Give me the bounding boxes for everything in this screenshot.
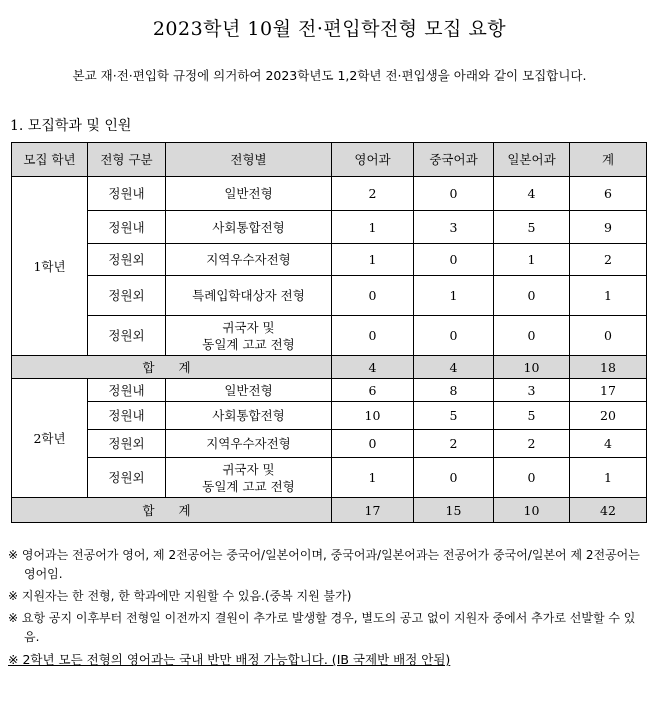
- type-cell: 정원외: [88, 316, 166, 356]
- track-cell: 사회통합전형: [166, 402, 332, 430]
- chinese-cell: 15: [414, 498, 494, 523]
- track-cell: 일반전형: [166, 379, 332, 402]
- total-cell: 1: [570, 276, 647, 316]
- type-cell: 정원내: [88, 379, 166, 402]
- japanese-cell: 4: [494, 177, 570, 211]
- total-cell: 1: [570, 458, 647, 498]
- english-cell: 10: [332, 402, 414, 430]
- type-cell: 정원외: [88, 244, 166, 276]
- japanese-cell: 3: [494, 379, 570, 402]
- japanese-cell: 1: [494, 244, 570, 276]
- type-cell: 정원내: [88, 211, 166, 244]
- japanese-cell: 5: [494, 211, 570, 244]
- note-item: ※ 2학년 모든 전형의 영어과는 국내 반만 배정 가능합니다. (IB 국제반 배정 안됨): [8, 652, 451, 667]
- chinese-cell: 1: [414, 276, 494, 316]
- chinese-cell: 2: [414, 430, 494, 458]
- japanese-cell: 5: [494, 402, 570, 430]
- english-cell: 6: [332, 379, 414, 402]
- english-cell: 2: [332, 177, 414, 211]
- english-cell: 0: [332, 276, 414, 316]
- table-row: [12, 430, 647, 458]
- sum-label: 합 계: [12, 498, 332, 523]
- track-line: 귀국자 및: [222, 461, 275, 477]
- track-cell: [166, 316, 332, 356]
- total-cell: 0: [570, 316, 647, 356]
- header-cell: 중국어과: [414, 143, 494, 177]
- total-cell: 6: [570, 177, 647, 211]
- chinese-cell: 3: [414, 211, 494, 244]
- note-item: ※ 영어과는 전공어가 영어, 제 2전공어는 중국어/일본어이며, 중국어과/일본어과는 전공어가 중국어/일본어 제 2전공어는 영어임.: [8, 548, 640, 581]
- track-line: 귀국자 및: [222, 319, 275, 335]
- section-heading: 1. 모집학과 및 인원: [10, 118, 132, 134]
- japanese-cell: 10: [494, 498, 570, 523]
- note-item: ※ 지원자는 한 전형, 한 학과에만 지원할 수 있음.(중복 지원 불가): [8, 589, 352, 603]
- track-line: 동일계 고교 전형: [202, 336, 295, 352]
- english-cell: 1: [332, 458, 414, 498]
- note-item: ※ 요항 공지 이후부터 전형일 이전까지 결원이 추가로 발생할 경우, 별도의 공고 없이 지원자 중에서 추가로 선발할 수 있음.: [8, 611, 636, 644]
- total-cell: 4: [570, 430, 647, 458]
- notes-section: [8, 546, 648, 672]
- recruitment-table: [11, 142, 647, 523]
- chinese-cell: 8: [414, 379, 494, 402]
- japanese-cell: 0: [494, 458, 570, 498]
- total-cell: 17: [570, 379, 647, 402]
- chinese-cell: 0: [414, 316, 494, 356]
- type-cell: 정원내: [88, 402, 166, 430]
- sum-row: [12, 356, 647, 379]
- english-cell: 17: [332, 498, 414, 523]
- type-cell: 정원내: [88, 177, 166, 211]
- type-cell: 정원외: [88, 430, 166, 458]
- japanese-cell: 0: [494, 276, 570, 316]
- chinese-cell: 0: [414, 458, 494, 498]
- type-cell: 정원외: [88, 458, 166, 498]
- table-row: [12, 244, 647, 276]
- japanese-cell: 2: [494, 430, 570, 458]
- total-cell: 18: [570, 356, 647, 379]
- english-cell: 0: [332, 316, 414, 356]
- table-header-row: [12, 143, 647, 177]
- track-cell: [166, 458, 332, 498]
- english-cell: 1: [332, 244, 414, 276]
- japanese-cell: 0: [494, 316, 570, 356]
- intro-text: 본교 재·전·편입학 규정에 의거하여 2023학년도 1,2학년 전·편입생을 아래와 같이 모집합니다.: [72, 68, 587, 83]
- page-title: 2023학년 10월 전·편입학전형 모집 요항: [152, 18, 507, 40]
- japanese-cell: 10: [494, 356, 570, 379]
- table-row: [12, 276, 647, 316]
- track-cell: 특례입학대상자 전형: [166, 276, 332, 316]
- header-cell: 일본어과: [494, 143, 570, 177]
- english-cell: 1: [332, 211, 414, 244]
- grade-label: 2학년: [12, 379, 88, 498]
- header-cell: 계: [570, 143, 647, 177]
- table-row: [12, 316, 647, 356]
- track-cell: 지역우수자전형: [166, 430, 332, 458]
- table-row: [12, 177, 647, 211]
- table-row: [12, 458, 647, 498]
- track-cell: 사회통합전형: [166, 211, 332, 244]
- english-cell: 0: [332, 430, 414, 458]
- track-cell: 지역우수자전형: [166, 244, 332, 276]
- track-cell: 일반전형: [166, 177, 332, 211]
- total-cell: 20: [570, 402, 647, 430]
- total-cell: 2: [570, 244, 647, 276]
- total-cell: 42: [570, 498, 647, 523]
- chinese-cell: 0: [414, 244, 494, 276]
- chinese-cell: 0: [414, 177, 494, 211]
- track-line: 동일계 고교 전형: [202, 478, 295, 494]
- header-cell: 전형별: [166, 143, 332, 177]
- english-cell: 4: [332, 356, 414, 379]
- table-row: [12, 379, 647, 402]
- header-cell: 전형 구분: [88, 143, 166, 177]
- chinese-cell: 4: [414, 356, 494, 379]
- header-cell: 모집 학년: [12, 143, 88, 177]
- type-cell: 정원외: [88, 276, 166, 316]
- table-row: [12, 402, 647, 430]
- sum-row: [12, 498, 647, 523]
- chinese-cell: 5: [414, 402, 494, 430]
- total-cell: 9: [570, 211, 647, 244]
- header-cell: 영어과: [332, 143, 414, 177]
- grade-label: 1학년: [12, 177, 88, 356]
- sum-label: 합 계: [12, 356, 332, 379]
- table-row: [12, 211, 647, 244]
